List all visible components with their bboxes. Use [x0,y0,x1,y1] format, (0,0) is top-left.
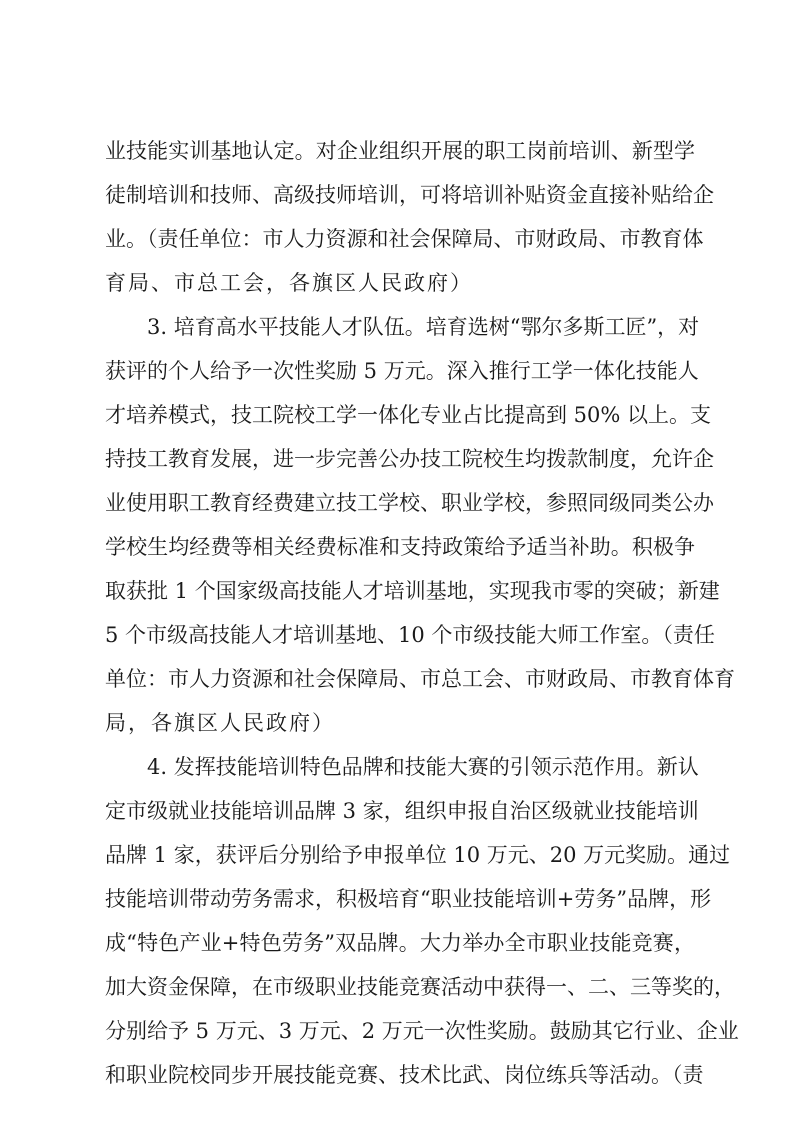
text-line: 持技工教育发展，进一步完善公办技工院校生均拨款制度，允许企 [105,447,714,471]
text-line: 取获批 1 个国家级高技能人才培训基地，实现我市零的突破；新建 [105,579,720,603]
text-line: 技能培训带动劳务需求，积极培育“职业技能培训+劳务”品牌，形 [105,887,712,911]
text-line: 徒制培训和技师、高级技师培训，可将培训补贴资金直接补贴给企 [105,183,714,207]
text-line: 分别给予 5 万元、3 万元、2 万元一次性奖励。鼓励其它行业、企业 [105,1019,739,1043]
text-line: 业。（责任单位：市人力资源和社会保障局、市财政局、市教育体 [105,227,704,251]
text-line: 学校生均经费等相关经费标准和支持政策给予适当补助。积极争 [105,535,695,559]
text-line: 育局、市总工会，各旗区人民政府） [105,271,473,295]
text-line: 定市级就业技能培训品牌 3 家，组织申报自治区级就业技能培训 [105,799,699,823]
text-line: 加大资金保障，在市级职业技能竞赛活动中获得一、二、三等奖的， [105,975,735,999]
text-line: 局，各旗区人民政府） [105,711,335,735]
paragraph-heading-3: 3. 培育高水平技能人才队伍。培育选树“鄂尔多斯工匠”，对 [147,315,700,339]
text-line: 单位：市人力资源和社会保障局、市总工会、市财政局、市教育体育 [105,667,735,691]
text-line: 业技能实训基地认定。对企业组织开展的职工岗前培训、新型学 [105,139,695,163]
paragraph-heading-4: 4. 发挥技能培训特色品牌和技能大赛的引领示范作用。新认 [147,755,699,779]
text-line: 品牌 1 家，获评后分别给予申报单位 10 万元、20 万元奖励。通过 [105,843,731,867]
text-line: 和职业院校同步开展技能竞赛、技术比武、岗位练兵等活动。（责 [105,1063,704,1087]
text-line: 获评的个人给予一次性奖励 5 万元。深入推行工学一体化技能人 [105,359,699,383]
text-line: 业使用职工教育经费建立技工学校、职业学校，参照同级同类公办 [105,491,714,515]
text-line: 才培养模式，技工院校工学一体化专业占比提高到 50% 以上。支 [105,403,712,427]
text-line: 5 个市级高技能人才培训基地、10 个市级技能大师工作室。（责任 [105,623,715,647]
text-line: 成“特色产业+特色劳务”双品牌。大力举办全市职业技能竞赛， [105,931,695,955]
